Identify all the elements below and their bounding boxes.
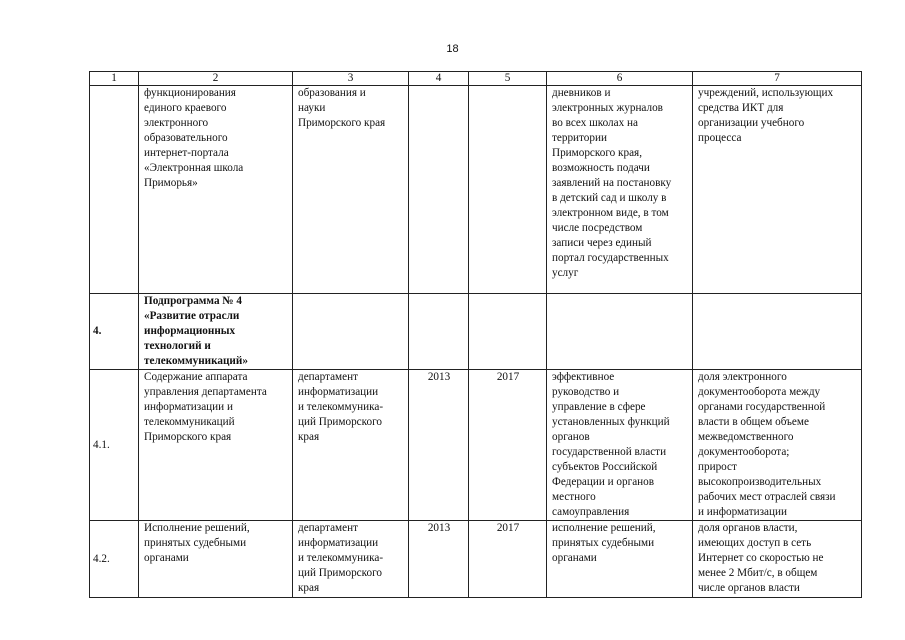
end-year: 2017 — [469, 370, 547, 521]
header-cell: 4 — [409, 72, 469, 86]
row-number: 4.2. — [90, 521, 139, 598]
header-cell: 3 — [293, 72, 409, 86]
indicator-link: доля электронного документооборота между органами государственной власти в общем объеме межведомственного документооборота; прирост высокопроизводительных рабочих мест отраслей связи и информатизации — [693, 370, 862, 521]
expected-result: эффективное руководство и управление в сфере установленных функций органов государственной власти субъектов Российской Федерации и органов местного самоуправления — [547, 370, 693, 521]
header-row — [90, 72, 862, 86]
activity-name: Исполнение решений, принятых судебными органами — [139, 521, 293, 598]
row-number: 4. — [90, 294, 139, 370]
start-year: 2013 — [409, 370, 469, 521]
table-row — [90, 86, 862, 294]
activity-name: функционирования единого краевого электронного образовательного интернет-портала «Электронная школа Приморья» — [139, 86, 293, 294]
empty-cell — [469, 294, 547, 370]
empty-cell — [693, 294, 862, 370]
empty-cell — [293, 294, 409, 370]
header-cell: 1 — [90, 72, 139, 86]
start-year: 2013 — [409, 521, 469, 598]
start-year — [409, 86, 469, 294]
row-number: 4.1. — [90, 370, 139, 521]
table-row — [90, 521, 862, 598]
header-cell: 2 — [139, 72, 293, 86]
header-cell: 5 — [469, 72, 547, 86]
indicator-link: учреждений, использующих средства ИКТ для организации учебного процесса — [693, 86, 862, 294]
expected-result: исполнение решений, принятых судебными органами — [547, 521, 693, 598]
header-cell: 7 — [693, 72, 862, 86]
activity-name: Содержание аппарата управления департамента информатизации и телекоммуникаций Приморского края — [139, 370, 293, 521]
subprogram-row — [90, 294, 862, 370]
table-row — [90, 370, 862, 521]
empty-cell — [547, 294, 693, 370]
indicator-link: доля органов власти, имеющих доступ в сеть Интернет со скоростью не менее 2 Мбит/с, в общем числе органов власти — [693, 521, 862, 598]
end-year: 2017 — [469, 521, 547, 598]
expected-result: дневников и электронных журналов во всех школах на территории Приморского края, возможность подачи заявлений на постановку в детский сад и школу в электронном виде, в том числе посредством записи через единый портал государственных услуг — [547, 86, 693, 294]
end-year — [469, 86, 547, 294]
empty-cell — [409, 294, 469, 370]
program-table — [89, 71, 862, 598]
row-number — [90, 86, 139, 294]
responsible-executor: департамент информатизации и телекоммуника- ций Приморского края — [293, 521, 409, 598]
responsible-executor: департамент информатизации и телекоммуника- ций Приморского края — [293, 370, 409, 521]
header-cell: 6 — [547, 72, 693, 86]
page-number: 18 — [446, 43, 459, 55]
responsible-executor: образования и науки Приморского края — [293, 86, 409, 294]
subprogram-title: Подпрограмма № 4 «Развитие отрасли информационных технологий и телекоммуникаций» — [139, 294, 293, 370]
